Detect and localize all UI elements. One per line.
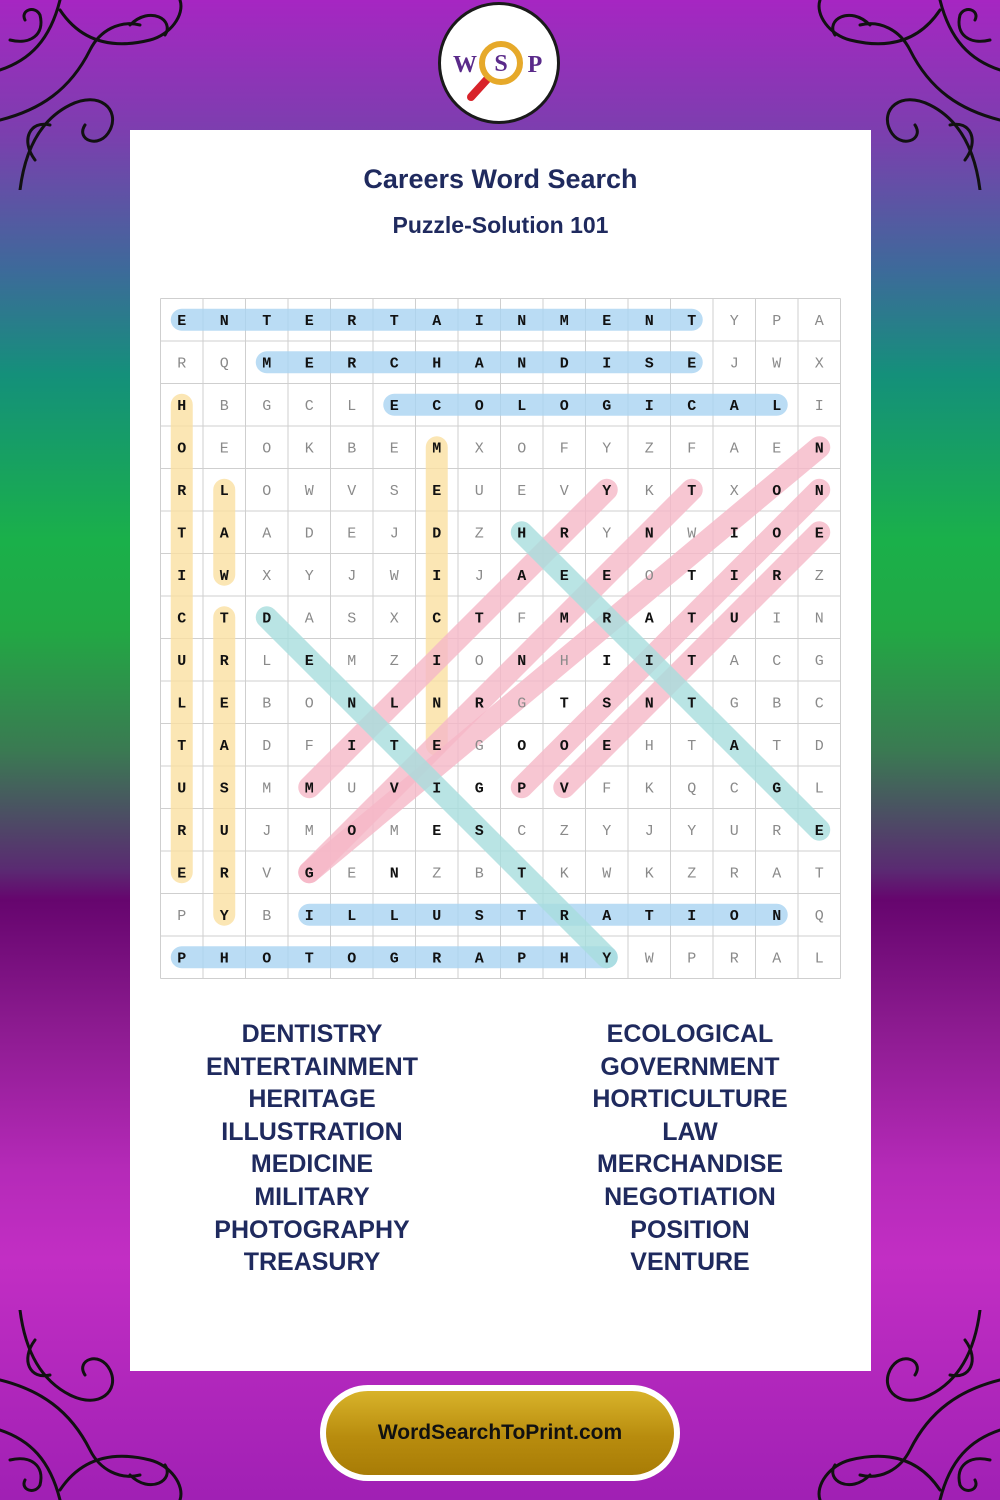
grid-letter[interactable]: Y [602,440,612,458]
grid-letter[interactable]: Z [559,822,569,840]
grid-letter[interactable]: C [772,652,782,670]
grid-letter[interactable]: C [389,355,399,373]
grid-letter[interactable]: I [814,397,824,415]
grid-letter[interactable]: P [177,950,187,968]
grid-letter[interactable]: E [304,652,314,670]
grid-letter[interactable]: W [304,482,314,500]
grid-letter[interactable]: X [389,610,399,628]
grid-letter[interactable]: O [347,950,357,968]
grid-letter[interactable]: N [814,482,824,500]
grid-letter[interactable]: H [644,737,654,755]
grid-letter[interactable]: R [559,907,569,925]
word-list-item: GOVERNMENT [600,1052,780,1081]
grid-letter[interactable]: A [729,737,739,755]
grid-letter[interactable]: I [687,907,697,925]
grid-letter[interactable]: B [474,865,484,883]
grid-letter[interactable]: E [304,312,314,330]
grid-letter[interactable]: N [347,695,357,713]
grid-letter[interactable]: H [177,397,187,415]
grid-letter[interactable]: E [177,865,187,883]
grid-letter[interactable]: Q [814,907,824,925]
word-search-grid[interactable] [160,298,841,979]
grid-letter[interactable]: T [687,737,697,755]
grid-letter[interactable]: G [602,397,612,415]
grid-letter[interactable]: H [517,525,527,543]
grid-letter[interactable]: C [432,397,442,415]
grid-letter[interactable]: O [262,950,272,968]
puzzle-subtitle: Puzzle-Solution 101 [392,212,609,238]
grid-letter[interactable]: E [389,397,399,415]
grid-letter[interactable]: T [687,652,697,670]
grid-letter[interactable]: B [347,440,357,458]
grid-letter[interactable]: W [389,567,399,585]
grid-letter[interactable]: I [729,525,739,543]
grid-letter[interactable]: P [517,780,527,798]
grid-letter[interactable]: N [432,695,442,713]
grid-letter[interactable]: U [219,822,229,840]
grid-letter[interactable]: E [602,737,612,755]
grid-letter[interactable]: T [219,610,229,628]
grid-letter[interactable]: V [389,780,399,798]
grid-letter[interactable]: W [644,950,654,968]
grid-letter[interactable]: L [517,397,527,415]
grid-letter[interactable]: J [347,567,357,585]
grid-letter[interactable]: K [644,865,654,883]
grid-letter[interactable]: O [517,737,527,755]
grid-letter[interactable]: N [772,907,782,925]
grid-letter[interactable]: T [687,567,697,585]
grid-letter[interactable]: N [644,525,654,543]
website-link-button[interactable] [320,1385,680,1481]
grid-letter[interactable]: M [559,312,569,330]
word-list-right [550,1018,830,1279]
grid-letter[interactable]: L [389,907,399,925]
grid-letter[interactable]: U [432,907,442,925]
grid-letter[interactable]: O [177,440,187,458]
grid-letter[interactable]: E [772,440,782,458]
grid-letter[interactable]: K [559,865,569,883]
wsp-logo[interactable] [438,2,560,124]
grid-letter[interactable]: T [517,907,527,925]
grid-letter[interactable]: P [772,312,782,330]
grid-letter[interactable]: T [262,312,272,330]
grid-letter[interactable]: N [517,652,527,670]
grid-letter[interactable]: D [432,525,442,543]
grid-letter[interactable]: C [517,822,527,840]
grid-letter[interactable]: R [177,355,187,373]
grid-letter[interactable]: I [474,312,484,330]
grid-letter[interactable]: L [219,482,229,500]
grid-letter[interactable]: Y [219,907,229,925]
grid-letter[interactable]: I [177,567,187,585]
grid-letter[interactable]: L [772,397,782,415]
grid-letter[interactable]: E [347,865,357,883]
grid-letter[interactable]: E [602,567,612,585]
grid-letter[interactable]: S [347,610,357,628]
grid-letter[interactable]: N [644,695,654,713]
grid-letter[interactable]: U [177,652,187,670]
grid-letter[interactable]: T [644,907,654,925]
grid-letter[interactable]: L [814,950,824,968]
grid-letter[interactable]: R [219,652,229,670]
grid-letter[interactable]: M [262,355,272,373]
grid-letter[interactable]: O [559,397,569,415]
grid-letter[interactable]: L [814,780,824,798]
grid-letter[interactable]: Q [687,780,697,798]
grid-letter[interactable]: Y [602,950,612,968]
grid-letter[interactable]: J [474,567,484,585]
grid-letter[interactable]: O [644,567,654,585]
grid-letter[interactable]: A [644,610,654,628]
grid-letter[interactable]: Y [602,822,612,840]
grid-letter[interactable]: I [644,397,654,415]
grid-letter[interactable]: X [729,482,739,500]
grid-letter[interactable]: O [729,907,739,925]
grid-letter[interactable]: I [304,907,314,925]
grid-letter[interactable]: H [432,355,442,373]
grid-letter[interactable]: V [559,482,569,500]
grid-letter[interactable]: A [772,865,782,883]
word-list-item: HORTICULTURE [592,1085,788,1114]
grid-letter[interactable]: N [814,610,824,628]
grid-letter[interactable]: A [474,355,484,373]
grid-letter[interactable]: Z [389,652,399,670]
grid-letter[interactable]: V [347,482,357,500]
grid-letter[interactable]: U [474,482,484,500]
grid-letter[interactable]: N [517,355,527,373]
grid-letter[interactable]: V [262,865,272,883]
word-list-item: ENTERTAINMENT [205,1052,419,1081]
grid-letter[interactable]: G [729,695,739,713]
grid-letter[interactable]: C [814,695,824,713]
grid-letter[interactable]: R [347,312,357,330]
grid-letter[interactable]: M [262,780,272,798]
grid-letter[interactable]: T [389,312,399,330]
grid-letter[interactable]: G [517,695,527,713]
grid-letter[interactable]: U [729,610,739,628]
grid-letter[interactable]: H [559,950,569,968]
grid-letter[interactable]: P [177,907,187,925]
grid-letter[interactable]: J [389,525,399,543]
grid-letter[interactable]: S [219,780,229,798]
grid-letter[interactable]: E [814,822,824,840]
grid-letter[interactable]: R [772,822,782,840]
grid-letter[interactable]: I [729,567,739,585]
grid-letter[interactable]: D [262,610,272,628]
grid-letter[interactable]: M [559,610,569,628]
grid-letter[interactable]: E [219,440,229,458]
grid-letter[interactable]: S [389,482,399,500]
grid-letter[interactable]: W [687,525,697,543]
grid-letter[interactable]: L [177,695,187,713]
logo-letter-p: P [527,52,543,78]
grid-letter[interactable]: M [389,822,399,840]
grid-letter[interactable]: E [432,822,442,840]
grid-letter[interactable]: Y [729,312,739,330]
grid-letter[interactable]: G [304,865,314,883]
grid-letter[interactable]: G [474,780,484,798]
word-list-item: NEGOTIATION [604,1182,776,1211]
grid-letter[interactable]: Z [644,440,654,458]
grid-letter[interactable]: G [262,397,272,415]
grid-letter[interactable]: G [389,950,399,968]
grid-letter[interactable]: E [432,482,442,500]
grid-letter[interactable]: R [347,355,357,373]
grid-letter[interactable]: D [262,737,272,755]
grid-letter[interactable]: B [772,695,782,713]
grid-letter[interactable]: N [389,865,399,883]
grid-letter[interactable]: W [602,865,612,883]
grid-letter[interactable]: E [814,525,824,543]
grid-letter[interactable]: X [814,355,824,373]
grid-letter[interactable]: O [262,440,272,458]
grid-letter[interactable]: O [772,482,782,500]
grid-letter[interactable]: T [517,865,527,883]
grid-letter[interactable]: I [347,737,357,755]
grid-letter[interactable]: K [304,440,314,458]
grid-letter[interactable]: C [304,397,314,415]
logo-letter-s: S [494,51,508,77]
word-list-item: ILLUSTRATION [221,1117,403,1146]
grid-letter[interactable]: U [729,822,739,840]
word-list-item: MILITARY [254,1182,370,1211]
grid-letter[interactable]: A [304,610,314,628]
grid-letter[interactable]: Y [602,525,612,543]
grid-letter[interactable]: I [432,567,442,585]
grid-letter[interactable]: U [347,780,357,798]
word-list-item: MERCHANDISE [596,1150,784,1179]
grid-letter[interactable]: B [219,397,229,415]
word-list-item: DENTISTRY [241,1020,383,1048]
grid-letter[interactable]: X [474,440,484,458]
word-list-item: MEDICINE [250,1150,374,1179]
grid-letter[interactable]: W [219,567,229,585]
grid-letter[interactable]: L [347,397,357,415]
grid-letter[interactable]: O [772,525,782,543]
grid-letter[interactable]: H [559,652,569,670]
grid-letter[interactable]: T [687,482,697,500]
grid-letter[interactable]: G [772,780,782,798]
grid-letter[interactable]: O [304,695,314,713]
grid-letter[interactable]: Y [304,567,314,585]
grid-letter[interactable]: E [219,695,229,713]
grid-letter[interactable]: R [772,567,782,585]
grid-letter[interactable]: J [729,355,739,373]
grid-letter[interactable]: A [219,525,229,543]
grid-letter[interactable]: T [389,737,399,755]
grid-letter[interactable]: C [729,780,739,798]
grid-letter[interactable]: C [432,610,442,628]
grid-letter[interactable]: T [814,865,824,883]
grid-letter[interactable]: R [432,950,442,968]
grid-letter[interactable]: T [772,737,782,755]
grid-letter[interactable]: A [602,907,612,925]
grid-letter[interactable]: F [304,737,314,755]
grid-letter[interactable]: L [262,652,272,670]
grid-letter[interactable]: A [262,525,272,543]
grid-letter[interactable]: X [262,567,272,585]
grid-letter[interactable]: I [432,780,442,798]
grid-letter[interactable]: E [559,567,569,585]
grid-letter[interactable]: O [347,822,357,840]
grid-letter[interactable]: I [432,652,442,670]
grid-letter[interactable]: U [177,780,187,798]
grid-letter[interactable]: E [687,355,697,373]
grid-letter[interactable]: I [772,610,782,628]
grid-letter[interactable]: S [602,695,612,713]
grid-letter[interactable]: E [602,312,612,330]
grid-letter[interactable]: T [177,525,187,543]
grid-letter[interactable]: Y [687,822,697,840]
grid-letter[interactable]: A [729,652,739,670]
grid-letter[interactable]: N [644,312,654,330]
grid-letter[interactable]: Z [687,865,697,883]
grid-letter[interactable]: O [517,440,527,458]
grid-letter[interactable]: S [644,355,654,373]
grid-letter[interactable]: E [389,440,399,458]
grid-letter[interactable]: T [559,695,569,713]
grid-letter[interactable]: L [389,695,399,713]
grid-letter[interactable]: R [177,822,187,840]
grid-letter[interactable]: A [772,950,782,968]
grid-letter[interactable]: A [729,397,739,415]
grid-letter[interactable]: R [559,525,569,543]
grid-letter[interactable]: R [474,695,484,713]
grid-letter[interactable]: T [177,737,187,755]
grid-letter[interactable]: G [474,737,484,755]
grid-letter[interactable]: R [602,610,612,628]
grid-letter[interactable]: K [644,482,654,500]
grid-letter[interactable]: I [602,355,612,373]
grid-letter[interactable]: P [517,950,527,968]
grid-letter[interactable]: F [687,440,697,458]
grid-letter[interactable]: J [644,822,654,840]
grid-letter[interactable]: O [262,482,272,500]
word-list-item: LAW [662,1117,718,1146]
grid-letter[interactable]: E [177,312,187,330]
grid-letter[interactable]: A [814,312,824,330]
grid-letter[interactable]: B [262,907,272,925]
word-list-item: PHOTOGRAPHY [214,1215,410,1244]
grid-letter[interactable]: O [559,737,569,755]
word-list-item: ECOLOGICAL [606,1020,774,1048]
grid-letter[interactable]: B [262,695,272,713]
grid-letter[interactable]: E [432,737,442,755]
grid-letter[interactable]: T [687,610,697,628]
puzzle-title: Careers Word Search [363,164,638,194]
logo-letter-w: W [453,52,477,78]
word-list-item: VENTURE [630,1248,750,1277]
grid-letter[interactable]: T [687,695,697,713]
grid-letter[interactable]: M [347,652,357,670]
grid-letter[interactable]: R [729,865,739,883]
grid-letter[interactable]: N [219,312,229,330]
grid-letter[interactable]: I [602,652,612,670]
grid-letter[interactable]: Z [432,865,442,883]
grid-letter[interactable]: Q [219,355,229,373]
grid-letter[interactable]: V [559,780,569,798]
grid-letter[interactable]: D [304,525,314,543]
puzzle-card [130,130,871,1371]
grid-letter[interactable]: T [687,312,697,330]
grid-letter[interactable]: M [304,822,314,840]
grid-letter[interactable]: K [644,780,654,798]
grid-letter[interactable]: F [602,780,612,798]
grid-letter[interactable]: T [304,950,314,968]
grid-letter[interactable]: M [304,780,314,798]
grid-letter[interactable]: R [177,482,187,500]
grid-letter[interactable]: A [729,440,739,458]
grid-letter[interactable]: O [474,397,484,415]
grid-letter[interactable]: Z [474,525,484,543]
grid-letter[interactable]: I [644,652,654,670]
grid-letter[interactable]: A [474,950,484,968]
grid-letter[interactable]: C [177,610,187,628]
wsp-logo-graphic [441,5,557,121]
grid-letter[interactable]: P [687,950,697,968]
grid-letter[interactable]: J [262,822,272,840]
grid-letter[interactable]: S [474,907,484,925]
word-list-item: HERITAGE [248,1085,376,1114]
grid-letter[interactable]: L [347,907,357,925]
grid-letter[interactable]: T [474,610,484,628]
grid-letter[interactable]: E [304,355,314,373]
word-list-item: TREASURY [243,1248,381,1277]
website-link-label: WordSearchToPrint.com [326,1391,674,1475]
grid-letter[interactable]: D [559,355,569,373]
grid-letter[interactable]: R [219,865,229,883]
grid-letter[interactable]: R [729,950,739,968]
grid-letter[interactable]: H [219,950,229,968]
grid-letter[interactable]: N [517,312,527,330]
grid-letter[interactable]: D [814,737,824,755]
grid-letter[interactable]: E [517,482,527,500]
grid-letter[interactable]: S [474,822,484,840]
grid-letter[interactable]: N [814,440,824,458]
grid-letter[interactable]: M [432,440,442,458]
grid-letter[interactable]: F [517,610,527,628]
grid-letter[interactable]: Z [814,567,824,585]
grid-letter[interactable]: E [347,525,357,543]
grid-letter[interactable]: A [219,737,229,755]
grid-letter[interactable]: A [432,312,442,330]
grid-letter[interactable]: C [687,397,697,415]
grid-letter[interactable]: A [517,567,527,585]
word-list-left [172,1018,452,1279]
grid-letter[interactable]: Y [602,482,612,500]
grid-letter[interactable]: F [559,440,569,458]
grid-letter[interactable]: O [474,652,484,670]
word-list-item: POSITION [630,1215,750,1244]
grid-letter[interactable]: G [814,652,824,670]
grid-letter[interactable]: W [772,355,782,373]
